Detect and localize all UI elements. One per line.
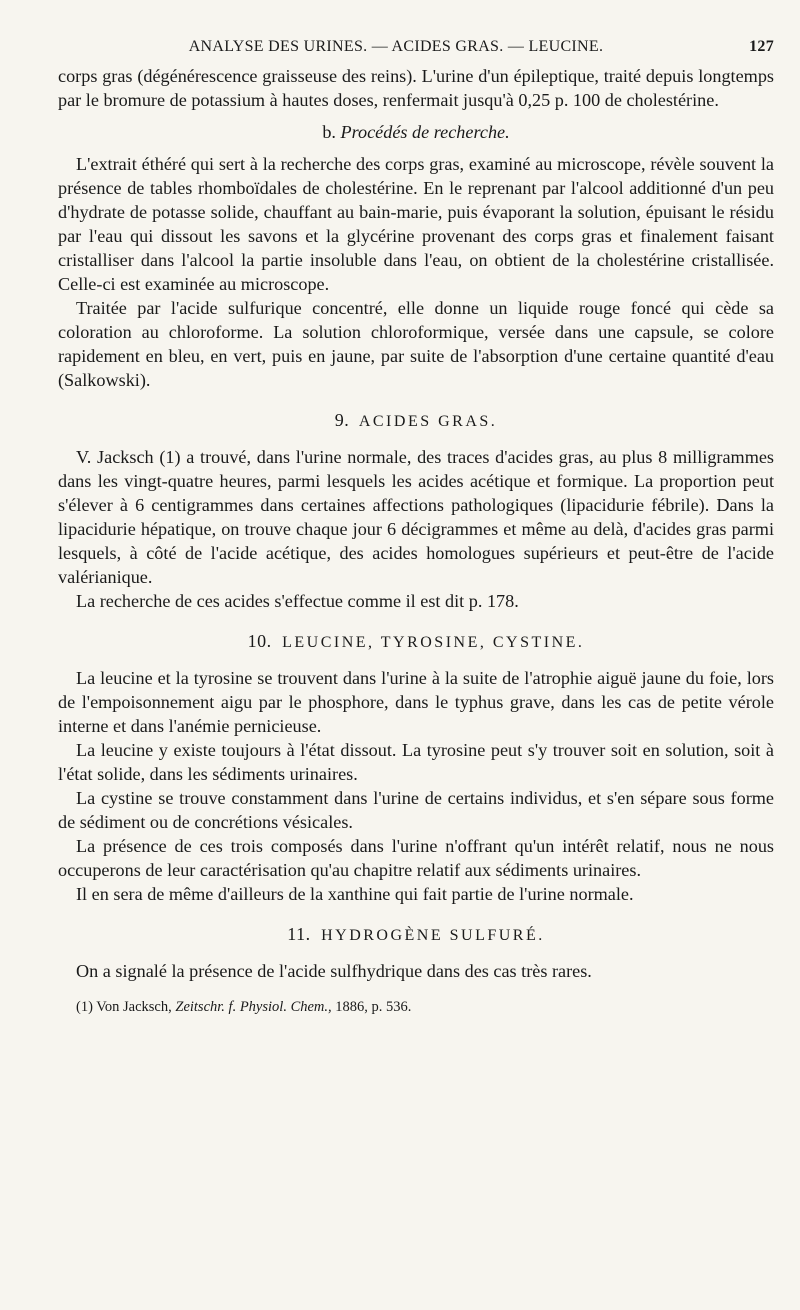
- paragraph: V. Jacksch (1) a trouvé, dans l'urine normale, des traces d'acides gras, au plus 8 milligrammes dans les vingt-quatre heures, parmi lesquels les acides acétique et formique. La proportion peut s'élever à 6 centigrammes dans certaines affections pathologiques (lipacidurie fébrile). Dans la lipacidurie hépatique, on trouve chaque jour 6 décigrammes et même au delà, d'acides gras parmi lesquels, à côté de l'acide acétique, des acides homologues supérieurs et peut-être de l'acide valérianique.: [58, 447, 774, 587]
- section-number: 10.: [247, 631, 272, 651]
- paragraph: La cystine se trouve constamment dans l'urine de certains individus, et s'en sépare sous forme de sédiment ou de concrétions vésicales.: [58, 788, 774, 832]
- paragraph: Il en sera de même d'ailleurs de la xanthine qui fait partie de l'urine normale.: [76, 884, 634, 904]
- paragraph: L'extrait éthéré qui sert à la recherche des corps gras, examiné au microscope, révèle souvent la présence de tables rhomboïdales de cholestérine. En le reprenant par l'alcool additionné d'un peu d'hydrate de potasse solide, chauffant au bain-marie, puis évaporant la solution, épuisant le résidu par l'eau qui dissout les savons et la glycérine provenant des corps gras et finalement faisant cristalliser dans l'alcool la partie insoluble dans l'eau, on obtient de la cholestérine cristallisée. Celle-ci est examinée au microscope.: [58, 154, 774, 294]
- section-number: 11.: [287, 924, 311, 944]
- paragraph: Traitée par l'acide sulfurique concentré, elle donne un liquide rouge foncé qui cède sa coloration au chloroforme. La solution chloroformique, versée dans une capsule, se colore rapidement en bleu, en vert, puis en jaune, par suite de l'absorption d'une certaine quantité d'eau (Salkowski).: [58, 298, 774, 390]
- subsection-letter: b.: [322, 122, 336, 142]
- section-title: HYDROGÈNE SULFURÉ.: [321, 927, 545, 944]
- paragraph: On a signalé la présence de l'acide sulfhydrique dans des cas très rares.: [76, 961, 592, 981]
- subsection-title: Procédés de recherche.: [340, 122, 510, 142]
- running-header: [58, 38, 774, 64]
- intro-paragraph: corps gras (dégénérescence graisseuse des reins). L'urine d'un épileptique, traité depuis longtemps par le bromure de potassium à hautes doses, renfermait jusqu'à 0,25 p. 100 de cholestérine.: [58, 66, 774, 110]
- subsection-heading: [58, 122, 774, 143]
- section-number: 9.: [334, 410, 350, 430]
- footnote-reference: 1886, p. 536.: [335, 999, 412, 1015]
- page-number: 127: [749, 38, 774, 55]
- footnote-author: Von Jacksch,: [96, 999, 172, 1015]
- book-page: [58, 38, 774, 1017]
- section-heading-10: [58, 631, 774, 652]
- paragraph: La recherche de ces acides s'effectue comme il est dit p. 178.: [76, 591, 519, 611]
- paragraph: La présence de ces trois composés dans l'urine n'offrant qu'un intérêt relatif, nous ne nous occuperons de leur caractérisation qu'au chapitre relatif aux sédiments urinaires.: [58, 836, 774, 880]
- section-heading-9: [58, 410, 774, 431]
- section-title: LEUCINE, TYROSINE, CYSTINE.: [282, 634, 585, 651]
- footnote-journal: Zeitschr. f. Physiol. Chem.,: [175, 999, 332, 1015]
- footnote: [58, 997, 774, 1017]
- footnote-marker: (1): [76, 999, 93, 1015]
- section-heading-11: [58, 924, 774, 945]
- paragraph: La leucine et la tyrosine se trouvent dans l'urine à la suite de l'atrophie aiguë jaune du foie, lors de l'empoisonnement aigu par le phosphore, dans le typhus grave, dans les cas de petite vérole interne et dans l'anémie pernicieuse.: [58, 668, 774, 736]
- running-title: ANALYSE DES URINES. — ACIDES GRAS. — LEUCINE.: [188, 38, 604, 55]
- section-title: ACIDES GRAS.: [358, 413, 498, 430]
- paragraph: La leucine y existe toujours à l'état dissout. La tyrosine peut s'y trouver soit en solution, soit à l'état solide, dans les sédiments urinaires.: [58, 740, 774, 784]
